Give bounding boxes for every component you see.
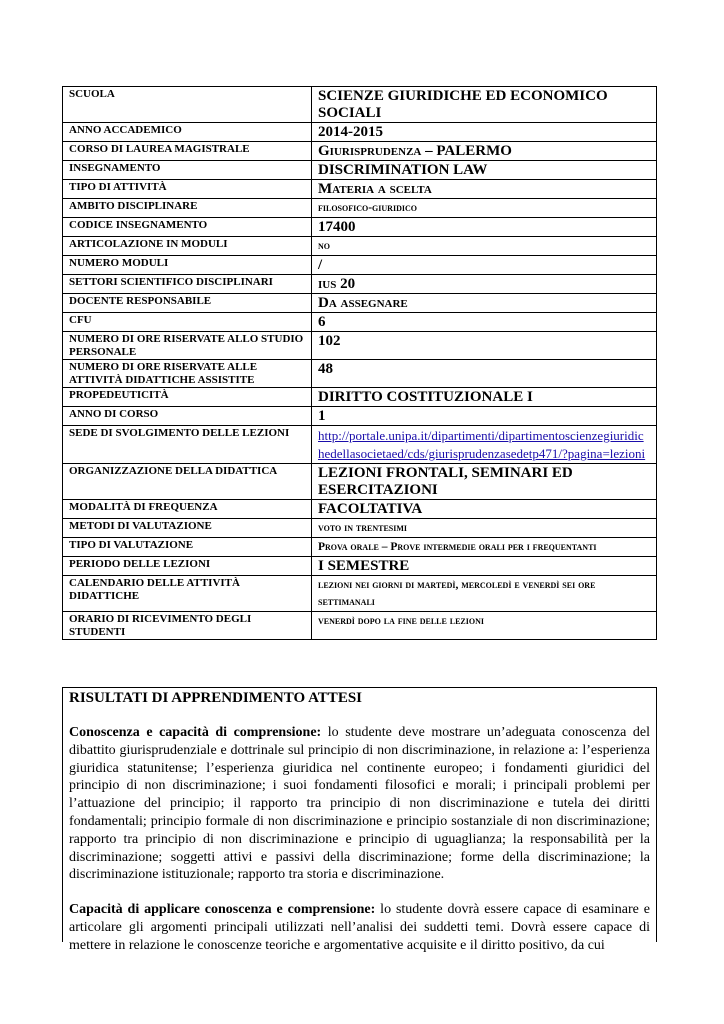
row-value: LEZIONI FRONTALI, SEMINARI ED ESERCITAZIONI: [312, 464, 657, 500]
row-label: NUMERO DI ORE RISERVATE ALLE ATTIVITÀ DIDATTICHE ASSISTITE: [63, 360, 312, 388]
row-value: venerdì dopo la fine delle lezioni: [312, 612, 657, 640]
info-row: [63, 538, 657, 557]
row-value: SCIENZE GIURIDICHE ED ECONOMICO SOCIALI: [312, 87, 657, 123]
row-label: CFU: [63, 313, 312, 332]
row-value: ius 20: [312, 275, 657, 294]
row-value: lezioni nei giorni di martedì, mercoledì e venerdì sei ore settimanali: [312, 576, 657, 612]
row-value: DIRITTO COSTITUZIONALE I: [312, 388, 657, 407]
row-label: MODALITÀ DI FREQUENZA: [63, 500, 312, 519]
row-label: ORARIO DI RICEVIMENTO DEGLI STUDENTI: [63, 612, 312, 640]
section-title: RISULTATI DI APPRENDIMENTO ATTESI: [69, 690, 362, 706]
info-row: [63, 218, 657, 237]
info-row: [63, 275, 657, 294]
info-row: [63, 313, 657, 332]
knowledge-heading: Conoscenza e capacità di comprensione:: [69, 725, 322, 740]
row-label: PERIODO DELLE LEZIONI: [63, 557, 312, 576]
info-row: [63, 237, 657, 256]
knowledge-text: lo studente deve mostrare un’adeguata conoscenza del dibattito giurisprudenziale e dottrinale sul principio di non discriminazione, in relazione a: l’esperienza giuridica statunitense; l’esperienza giuridica nel continente europeo; i fondamenti giuridici del principio di non discriminazione; i suoi fondamenti filosofici e morali; i principali problemi per l’attuazione del principio; il rapporto tra principio di non discriminazione e tutela dei diritti fondamentali; principio formale di non discriminazione e principio sostanziale di non discriminazione; rapporto tra principio di non discriminazione e principio di uguaglianza; la responsabilità per la discriminazione; soggetti attivi e passivi della discriminazione; forme della discriminazione; la discriminazione istituzionale; rapporto tra storia e discriminazione.: [69, 725, 650, 883]
info-row: [63, 199, 657, 218]
row-value: Da assegnare: [312, 294, 657, 313]
info-row: [63, 332, 657, 360]
info-row: [63, 294, 657, 313]
row-label: PROPEDEUTICITÀ: [63, 388, 312, 407]
course-info-body: [63, 87, 657, 640]
info-row: [63, 576, 657, 612]
row-value: no: [312, 237, 657, 256]
info-row: [63, 87, 657, 123]
info-row: [63, 612, 657, 640]
row-label: METODI DI VALUTAZIONE: [63, 519, 312, 538]
row-label: AMBITO DISCIPLINARE: [63, 199, 312, 218]
row-label: CORSO DI LAUREA MAGISTRALE: [63, 142, 312, 161]
info-row: [63, 519, 657, 538]
row-value: 102: [312, 332, 657, 360]
row-label: SCUOLA: [63, 87, 312, 123]
application-paragraph: [69, 901, 650, 954]
row-value: I SEMESTRE: [312, 557, 657, 576]
row-label: CALENDARIO DELLE ATTIVITÀ DIDATTICHE: [63, 576, 312, 612]
row-value: DISCRIMINATION LAW: [312, 161, 657, 180]
info-row: [63, 464, 657, 500]
info-row: [63, 500, 657, 519]
info-row: [63, 256, 657, 275]
info-row: [63, 360, 657, 388]
row-label: TIPO DI VALUTAZIONE: [63, 538, 312, 557]
info-row: [63, 407, 657, 426]
info-row: [63, 123, 657, 142]
row-label: SEDE DI SVOLGIMENTO DELLE LEZIONI: [63, 426, 312, 464]
lessons-location-link[interactable]: http://portale.unipa.it/dipartimenti/dipartimentoscienzegiuridichedellasocietaed/cds/giurisprudenzasedetp471/?pagina=lezioni: [318, 428, 646, 461]
learning-outcomes-section: [62, 687, 657, 953]
row-value: FACOLTATIVA: [312, 500, 657, 519]
course-info-table: [62, 86, 657, 640]
row-label: ORGANIZZAZIONE DELLA DIDATTICA: [63, 464, 312, 500]
row-label: TIPO DI ATTIVITÀ: [63, 180, 312, 199]
row-value: [312, 426, 657, 464]
row-value: Giurisprudenza – PALERMO: [312, 142, 657, 161]
info-row: [63, 388, 657, 407]
row-value: 17400: [312, 218, 657, 237]
row-label: NUMERO MODULI: [63, 256, 312, 275]
row-value: voto in trentesimi: [312, 519, 657, 538]
info-row: [63, 180, 657, 199]
application-text: lo studente dovrà essere capace di esaminare e articolare gli argomenti principali utilizzati nell’analisi dei suddetti temi. Dovrà essere capace di mettere in relazione le conoscenze teoriche e argomentative acquisite e il diritto positivo, da cui: [69, 902, 650, 953]
row-value: Materia a scelta: [312, 180, 657, 199]
row-label: CODICE INSEGNAMENTO: [63, 218, 312, 237]
row-value: 48: [312, 360, 657, 388]
row-value: Prova orale – Prove intermedie orali per i frequentanti: [312, 538, 657, 557]
info-row: [63, 426, 657, 464]
knowledge-paragraph: [69, 724, 650, 884]
row-value: /: [312, 256, 657, 275]
info-row: [63, 142, 657, 161]
row-label: DOCENTE RESPONSABILE: [63, 294, 312, 313]
row-label: NUMERO DI ORE RISERVATE ALLO STUDIO PERSONALE: [63, 332, 312, 360]
row-value: filosofico-giuridico: [312, 199, 657, 218]
row-label: ARTICOLAZIONE IN MODULI: [63, 237, 312, 256]
row-label: SETTORI SCIENTIFICO DISCIPLINARI: [63, 275, 312, 294]
info-row: [63, 557, 657, 576]
row-value: 1: [312, 407, 657, 426]
row-value: 6: [312, 313, 657, 332]
row-label: INSEGNAMENTO: [63, 161, 312, 180]
row-label: ANNO ACCADEMICO: [63, 123, 312, 142]
application-heading: Capacità di applicare conoscenza e comprensione:: [69, 902, 376, 918]
row-label: ANNO DI CORSO: [63, 407, 312, 426]
row-value: 2014-2015: [312, 123, 657, 142]
info-row: [63, 161, 657, 180]
